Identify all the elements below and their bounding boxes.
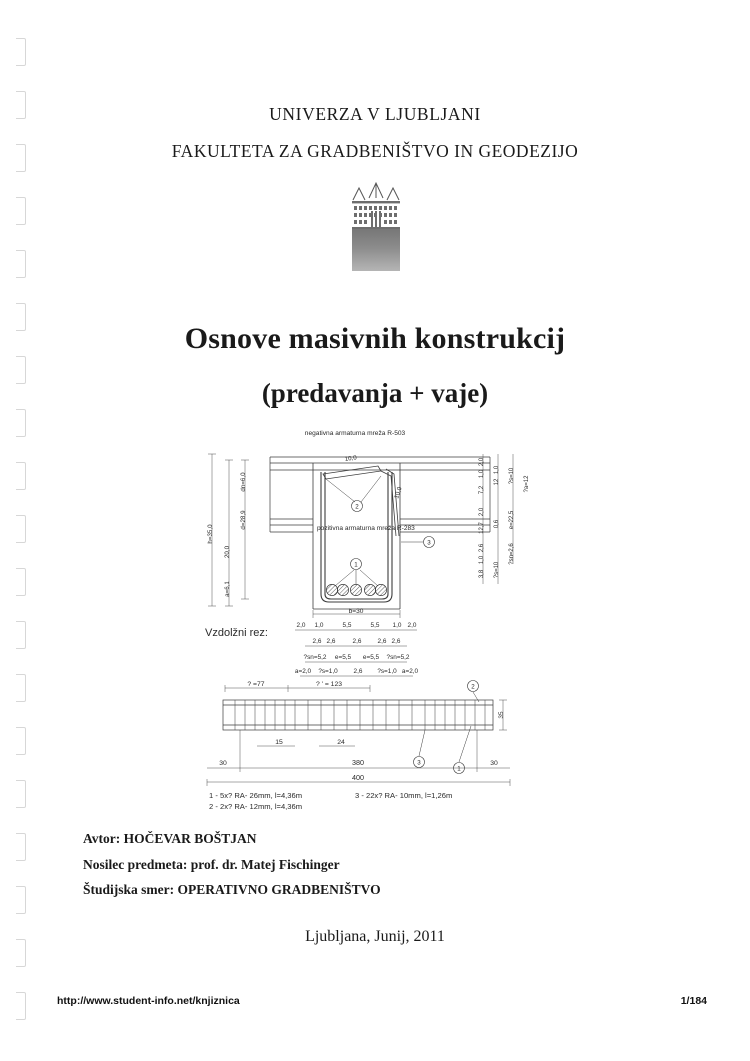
institution-header — [0, 104, 750, 162]
document-title-block — [0, 322, 750, 409]
rdim-7-2: 7,2 — [479, 485, 485, 495]
long-callout-3: 3 — [417, 759, 421, 767]
long-callout-2: 2 — [471, 683, 475, 691]
long-dim-77: ? =77 — [247, 681, 265, 688]
dim-a: a=6,1 — [224, 581, 231, 597]
page-footer — [57, 995, 707, 1007]
author-name: HOČEVAR BOŠTJAN — [123, 831, 257, 846]
supervisor-label: Nosilec predmeta: — [83, 856, 188, 872]
university-emblem-icon — [345, 178, 407, 276]
rdim-0-6: 0,6 — [494, 519, 500, 529]
rdim-3-8: 3,8 — [479, 569, 485, 579]
rdim-1-0c: 1,0 — [494, 465, 500, 475]
program-label: Študijska smer: — [83, 882, 175, 897]
long-height-35: 35 — [498, 711, 505, 719]
supervisor-name: prof. dr. Matej Fischinger — [190, 856, 340, 872]
rdim-e225: e=22,5 — [509, 510, 515, 530]
binding-hole-mark — [16, 833, 26, 861]
spacing-dim-15: 15 — [275, 739, 283, 746]
rdim-a12: ?a=12 — [524, 475, 530, 493]
bdim-r2-2: 2,6 — [352, 638, 362, 645]
binding-hole-mark — [16, 621, 26, 649]
supervisor-row — [83, 858, 381, 872]
long-dim-30-right: 30 — [490, 760, 498, 767]
rdim-2-0: 2,0 — [479, 507, 485, 517]
legend-item-1: 1 - 5x? RA- 26mm, l=4,36m — [209, 791, 303, 800]
bdim-r4-3: ?s=1,0 — [377, 668, 397, 675]
negative-mesh-label: negativna armaturna mreža R-503 — [304, 430, 406, 437]
binding-hole-mark — [16, 674, 26, 702]
bdim-r4-4: a=2,0 — [401, 668, 419, 675]
author-label: Avtor: — [83, 831, 121, 846]
title-main: Osnove masivnih konstrukcij — [184, 322, 566, 355]
dim-20: 20,0 — [224, 545, 231, 559]
dim-h-total: h=35,0 — [207, 524, 214, 544]
rdim-12-7: 12,7 — [479, 522, 485, 534]
binding-hole-mark — [16, 38, 26, 66]
rdim-sn26: ?sn=2,6 — [509, 543, 515, 565]
binding-hole-mark — [16, 250, 26, 278]
long-dim-380: 380 — [352, 758, 364, 767]
binding-hole-mark — [16, 197, 26, 225]
program-name: OPERATIVNO GRADBENIŠTVO — [177, 882, 381, 897]
university-name: UNIVERZA V LJUBLJANI — [269, 104, 481, 124]
spacing-dim-24: 24 — [337, 739, 345, 746]
rdim-1-0b: 1,0 — [479, 469, 485, 479]
footer-source-url[interactable]: http://www.student-info.net/knjiznica — [57, 995, 240, 1007]
bdim-r3-3: ?sn=5,2 — [386, 654, 410, 661]
bdim-r3-2: e=5,5 — [362, 654, 380, 661]
dim-b-width: b=30 — [348, 608, 364, 615]
longitudinal-section-label: Vzdolžni rez: — [205, 627, 268, 639]
rdim-s10: ?s=10 — [494, 561, 500, 579]
bdim-r1-1: 1,0 — [314, 622, 324, 629]
program-row — [83, 883, 381, 897]
footer-page-number: 1/184 — [680, 995, 707, 1007]
rdim-2-0b: 2,0 — [479, 457, 485, 467]
binding-hole-mark — [16, 409, 26, 437]
binding-hole-mark — [16, 780, 26, 808]
bdim-r3-1: e=5,5 — [334, 654, 352, 661]
positive-mesh-label: pozitivna armaturna mreža R-283 — [317, 525, 415, 532]
long-dim-400-total: 400 — [352, 773, 364, 782]
bdim-r1-0: 2,0 — [296, 622, 306, 629]
bend-dimension-b: 10,0 — [393, 485, 404, 500]
dim-dn: dn=6,0 — [240, 472, 247, 492]
bdim-r2-4: 2,6 — [391, 638, 401, 645]
place-and-date: Ljubljana, Junij, 2011 — [305, 928, 445, 945]
long-callout-1: 1 — [457, 765, 461, 773]
bdim-r1-2: 5,5 — [342, 622, 352, 629]
bdim-r1-3: 5,5 — [370, 622, 380, 629]
bdim-r3-0: ?sn=5,2 — [303, 654, 327, 661]
rdim-s10b: ?s=10 — [509, 467, 515, 485]
long-dim-123: ? ' = 123 — [315, 681, 343, 688]
legend-item-2: 2 - 2x? RA- 12mm, l=4,36m — [209, 802, 303, 811]
bdim-r4-2: 2,6 — [353, 668, 363, 675]
binding-hole-mark — [16, 727, 26, 755]
rdim-2-6: 2,6 — [479, 543, 485, 553]
rdim-12: 12 — [494, 478, 500, 486]
bdim-r1-4: 1,0 — [392, 622, 402, 629]
bdim-r2-1: 2,6 — [326, 638, 336, 645]
bdim-r2-3: 2,6 — [377, 638, 387, 645]
bdim-r4-0: a=2,0 — [294, 668, 312, 675]
binding-hole-mark — [16, 462, 26, 490]
author-row — [83, 832, 381, 846]
bdim-r1-5: 2,0 — [407, 622, 417, 629]
long-dim-30-left: 30 — [219, 760, 227, 767]
author-metadata-block — [83, 832, 381, 909]
legend-item-3: 3 - 22x? RA- 10mm, l=1,26m — [355, 791, 453, 800]
binding-hole-mark — [16, 992, 26, 1020]
rdim-1-0: 1,0 — [479, 555, 485, 565]
title-subtitle: (predavanja + vaje) — [261, 378, 489, 408]
bdim-r2-0: 2,6 — [312, 638, 322, 645]
bdim-r4-1: ?s=1,0 — [318, 668, 338, 675]
dim-d: d=28,9 — [240, 510, 247, 530]
binding-hole-mark — [16, 515, 26, 543]
binding-hole-mark — [16, 886, 26, 914]
bend-dimension-a: 10,0 — [344, 454, 358, 463]
binding-hole-mark — [16, 568, 26, 596]
callout-2-top: 2 — [355, 503, 359, 511]
callout-1-bottom: 1 — [354, 561, 358, 569]
reinforcement-drawing — [195, 424, 545, 811]
callout-3-side: 3 — [427, 539, 431, 547]
faculty-name: FAKULTETA ZA GRADBENIŠTVO IN GEODEZIJO — [171, 141, 579, 161]
